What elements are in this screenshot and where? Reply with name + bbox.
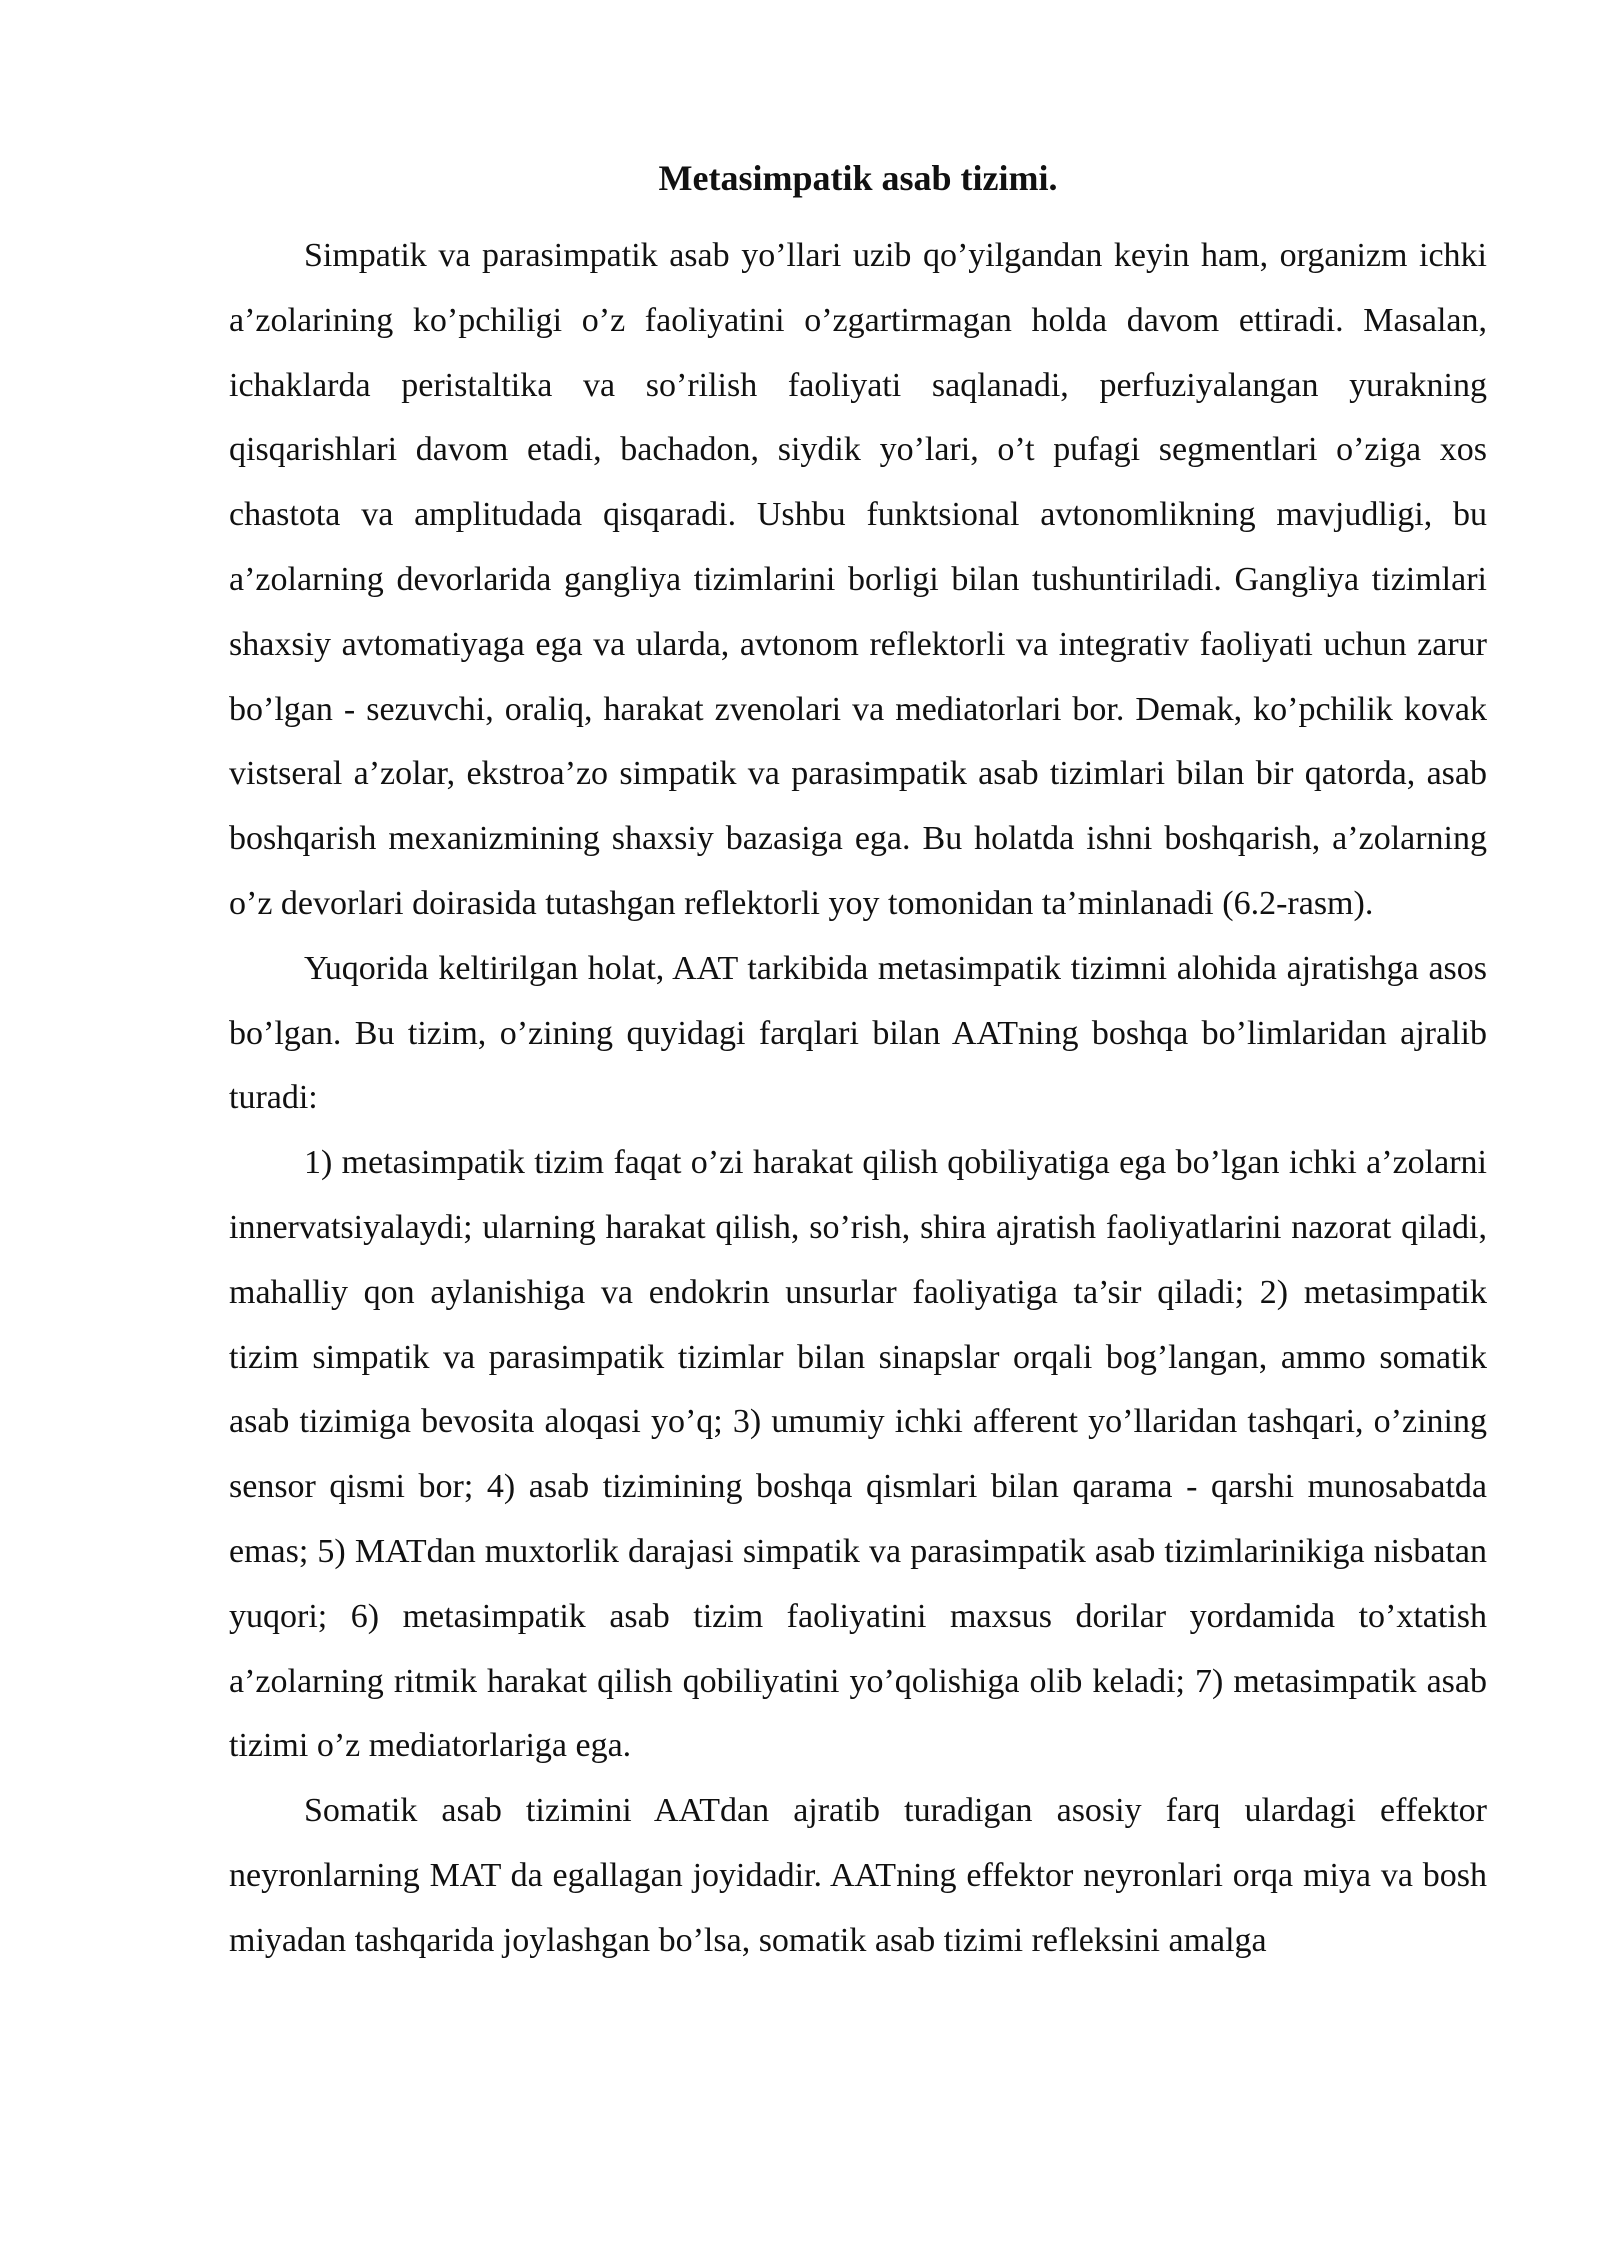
page-content xyxy=(229,146,1487,1974)
paragraph-differences-list: 1) metasimpatik tizim faqat o’zi harakat qilish qobiliyatiga ega bo’lgan ichki a’zolarni innervatsiyalaydi; ularning harakat qilish, so’rish, shira ajratish faoliyatlarini nazorat qiladi, mahalliy qon aylanishiga va endokrin unsurlar faoliyatiga ta’sir qiladi; 2) metasimpatik tizim simpatik va parasimpatik tizimlar bilan sinapslar orqali bog’langan, ammo somatik asab tizimiga bevosita aloqasi yo’q; 3) umumiy ichki afferent yo’llaridan tashqari, o’zining sensor qismi bor; 4) asab tizimining boshqa qismlari bilan qarama - qarshi munosabatda emas; 5) MATdan muxtorlik darajasi simpatik va parasimpatik asab tizimlarinikiga nisbatan yuqori; 6) metasimpatik asab tizim faoliyatini maxsus dorilar yordamida to’xtatish a’zolarning ritmik harakat qilish qobiliyatini yo’qolishiga olib keladi; 7) metasimpatik asab tizimi o’z mediatorlariga ega. xyxy=(229,1144,1487,1765)
page-title: Metasimpatik asab tizimi. xyxy=(658,158,1058,198)
paragraph-metasympathetic-intro: Yuqorida keltirilgan holat, AAT tarkibida metasimpatik tizimni alohida ajratishga asos bo’lgan. Bu tizim, o’zining quyidagi farqlari bilan AATning boshqa bo’limlaridan ajralib turadi: xyxy=(229,949,1487,1117)
paragraph-somatic-comparison: Somatik asab tizimini AATdan ajratib turadigan asosiy farq ulardagi effektor neyronlarning MAT da egallagan joyidadir. AATning effektor neyronlari orqa miya va bosh miyadan tashqarida joylashgan bo’lsa, somatik asab tizimi refleksini amalga xyxy=(229,1792,1487,1959)
paragraph-autonomy: Simpatik va parasimpatik asab yo’llari uzib qo’yilgandan keyin ham, organizm ichki a’zolarining ko’pchiligi o’z faoliyatini o’zgartirmagan holda davom ettiradi. Masalan, ichaklarda peristaltika va so’rilish faoliyati saqlanadi, perfuziyalangan yurakning qisqarishlari davom etadi, bachadon, siydik yo’lari, o’t pufagi segmentlari o’ziga xos chastota va amplitudada qisqaradi. Ushbu funktsional avtonomlikning mavjudligi, bu a’zolarning devorlarida gangliya tizimlarini borligi bilan tushuntiriladi. Gangliya tizimlari shaxsiy avtomatiyaga ega va ularda, avtonom reflektorli va integrativ faoliyati uchun zarur bo’lgan - sezuvchi, oraliq, harakat zvenolari va mediatorlari bor. Demak, ko’pchilik kovak vistseral a’zolar, ekstroa’zo simpatik va parasimpatik asab tizimlari bilan bir qatorda, asab boshqarish mexanizmining shaxsiy bazasiga ega. Bu holatda ishni boshqarish, a’zolarning o’z devorlari doirasida tutashgan reflektorli yoy tomonidan ta’minlanadi (6.2-rasm). xyxy=(229,237,1487,922)
